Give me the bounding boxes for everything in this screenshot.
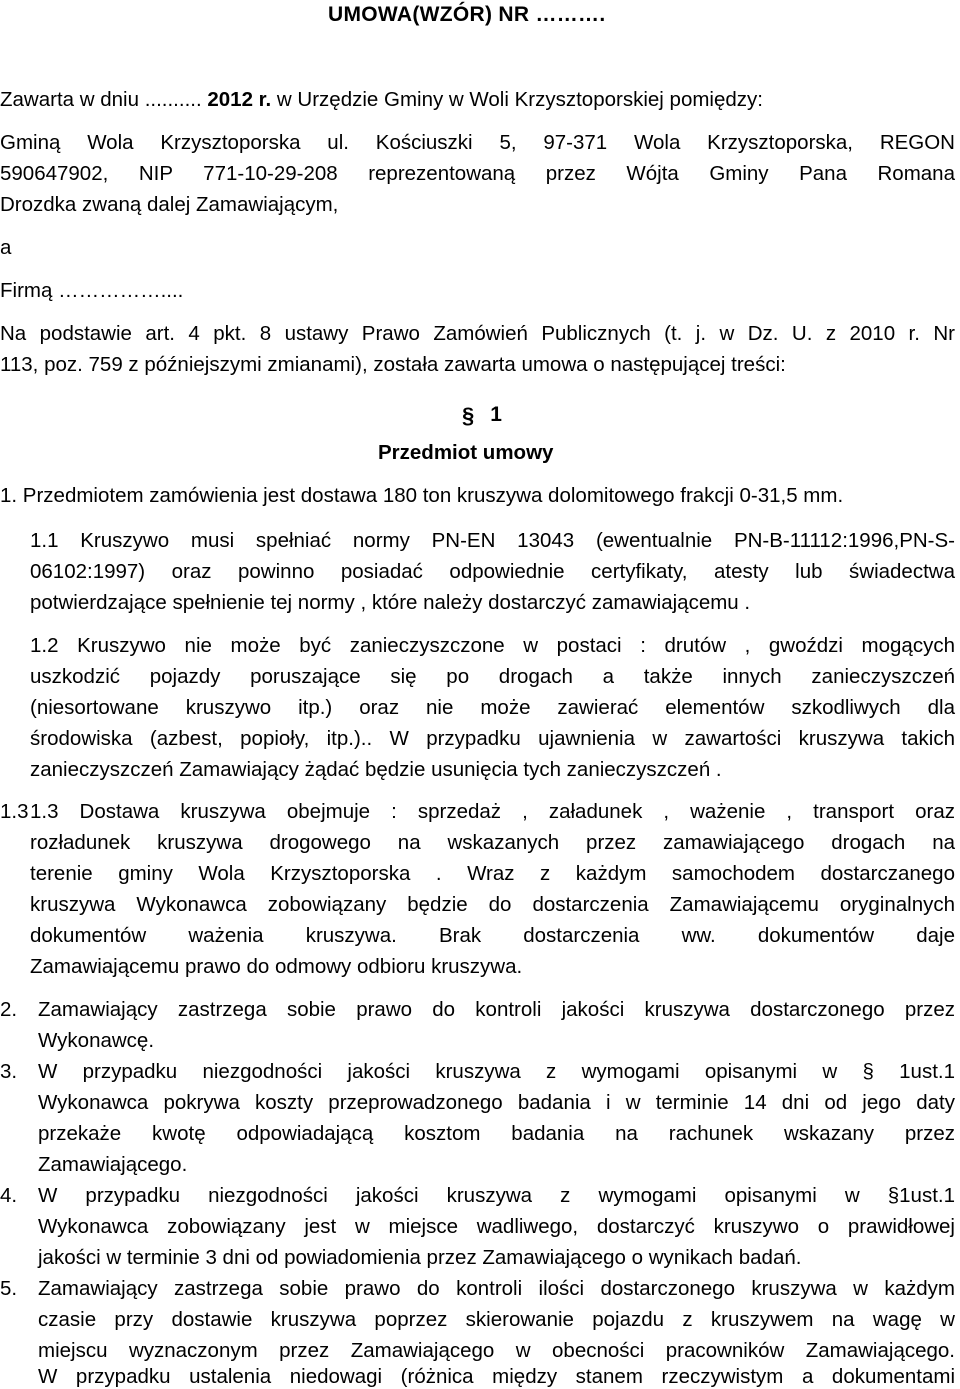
item-1-2-line-4: środowiska (azbest, popioły, itp.).. W przypadku ujawnienia w zawartości kruszywa takich <box>30 727 955 750</box>
conjunction-a: a <box>0 236 12 259</box>
item-1-3-line-4: kruszywa Wykonawca zobowiązany będzie do dostarczenia Zamawiającemu oryginalnych <box>30 893 955 916</box>
item-3-line-4: Zamawiającego. <box>38 1153 188 1176</box>
agreement-date-line <box>0 88 763 112</box>
item-5-number: 5. <box>0 1277 18 1300</box>
item-1-1-line-3: potwierdzające spełnienie tej normy , które należy dostarczyć zamawiającemu . <box>30 591 751 614</box>
party-gmina-line-2: 590647902, NIP 771-10-29-208 reprezentowaną przez Wójta Gminy Pana Romana <box>0 162 955 185</box>
item-3-line-1: W przypadku niezgodności jakości kruszywa z wymogami opisanymi w § 1ust.1 <box>38 1060 955 1083</box>
item-4-line-3: jakości w terminie 3 dni od powiadomienia przez Zamawiającego o wynikach badań. <box>38 1246 802 1269</box>
item-1-3-line-6: Zamawiającemu prawo do odmowy odbioru kruszywa. <box>30 955 523 978</box>
date-suffix: w Urzędzie Gminy w Woli Krzysztoporskiej pomiędzy: <box>276 88 763 111</box>
item-1-2-line-1: 1.2 Kruszywo nie może być zanieczyszczone w postaci : drutów , gwoździ mogących <box>30 634 955 657</box>
item-3-number: 3. <box>0 1060 18 1083</box>
section-heading-number <box>462 401 502 427</box>
party-gmina-line-1: Gminą Wola Krzysztoporska ul. Kościuszki 5, 97-371 Wola Krzysztoporska, REGON <box>0 131 955 154</box>
item-4-line-2: Wykonawca zobowiązany jest w miejsce wadliwego, dostarczyć kruszywo o prawidłowej <box>38 1215 955 1238</box>
date-year: 2012 r. <box>207 88 272 111</box>
item-2-number: 2. <box>0 998 18 1021</box>
paragraph-symbol: § <box>462 403 475 428</box>
item-1-1-line-1: 1.1 Kruszywo musi spełniać normy PN-EN 13043 (ewentualnie PN-B-11112:1996,PN-S- <box>30 529 955 552</box>
item-5-line-3: miejscu wyznaczonym przez Zamawiającego w obecności pracowników Zamawiającego. <box>38 1339 955 1362</box>
item-5-line-4: W przypadku ustalenia niedowagi (różnica między stanem rzeczywistym a dokumentami <box>38 1365 955 1388</box>
item-2-line-1: Zamawiający zastrzega sobie prawo do kontroli jakości kruszywa dostarczonego przez <box>38 998 955 1021</box>
item-5-line-1: Zamawiający zastrzega sobie prawo do kontroli ilości dostarczonego kruszywa w każdym <box>38 1277 955 1300</box>
item-1-3-number: 1.3 <box>0 800 29 823</box>
legal-basis-line-1: Na podstawie art. 4 pkt. 8 ustawy Prawo Zamówień Publicznych (t. j. w Dz. U. z 2010 r. Nr <box>0 322 955 345</box>
item-2-line-2: Wykonawcę. <box>38 1029 155 1052</box>
item-4-line-1: W przypadku niezgodności jakości kruszywa z wymogami opisanymi w §1ust.1 <box>38 1184 955 1207</box>
legal-basis-line-2: 113, poz. 759 z późniejszymi zmianami), została zawarta umowa o następującej treści: <box>0 353 786 376</box>
item-1: 1. Przedmiotem zamówienia jest dostawa 180 ton kruszywa dolomitowego frakcji 0-31,5 mm. <box>0 484 844 507</box>
party-firma: Firmą …………….... <box>0 279 184 302</box>
item-4-number: 4. <box>0 1184 18 1207</box>
party-gmina-line-3: Drozdka zwaną dalej Zamawiającym, <box>0 193 339 216</box>
item-3-line-2: Wykonawca pokrywa koszty przeprowadzonego badania i w terminie 14 dni od jego daty <box>38 1091 955 1114</box>
page-title: UMOWA(WZÓR) NR ………. <box>328 3 606 26</box>
section-number: 1 <box>490 403 502 426</box>
item-1-2-line-3: (niesortowane kruszywo itp.) oraz nie może zawierać elementów szkodliwych dla <box>30 696 955 719</box>
item-1-2-line-2: uszkodzić pojazdy poruszające się po drogach a także innych zanieczyszczeń <box>30 665 955 688</box>
date-prefix: Zawarta w dniu .......... <box>0 88 202 111</box>
section-title: Przedmiot umowy <box>378 441 554 464</box>
item-1-3-line-5: dokumentów ważenia kruszywa. Brak dostarczenia ww. dokumentów daje <box>30 924 955 947</box>
item-1-2-line-5: zanieczyszczeń Zamawiający żądać będzie usunięcia tych zanieczyszczeń . <box>30 758 722 781</box>
item-5-line-2: czasie przy dostawie kruszywa poprzez skierowanie pojazdu z kruszywem na wagę w <box>38 1308 955 1331</box>
item-1-1-line-2: 06102:1997) oraz powinno posiadać odpowiednie certyfikaty, atesty lub świadectwa <box>30 560 955 583</box>
item-1-3-line-3: terenie gminy Wola Krzysztoporska . Wraz z każdym samochodem dostarczanego <box>30 862 955 885</box>
item-1-3-line-2: rozładunek kruszywa drogowego na wskazanych przez zamawiającego drogach na <box>30 831 955 854</box>
item-3-line-3: przekaże kwotę odpowiadającą kosztom badania na rachunek wskazany przez <box>38 1122 955 1145</box>
item-1-3-line-1: 1.3 Dostawa kruszywa obejmuje : sprzedaż , załadunek , ważenie , transport oraz <box>30 800 955 823</box>
